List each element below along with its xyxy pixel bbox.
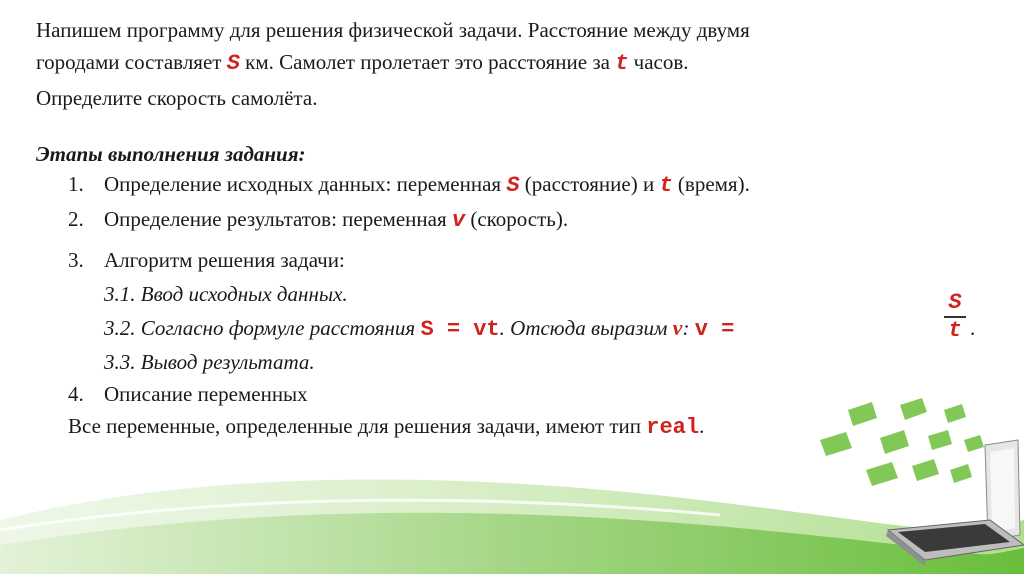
var-s: S <box>226 51 240 76</box>
list-item-2-number: 2. <box>68 207 84 231</box>
var-v: v <box>672 315 683 340</box>
intro-line-3: Определите скорость самолёта. <box>36 86 318 110</box>
type-real: real <box>646 415 700 440</box>
var-t: t <box>659 173 673 198</box>
final-sentence <box>68 412 704 442</box>
text: (скорость). <box>465 207 569 231</box>
intro-line-2 <box>36 48 689 78</box>
text: (расстояние) и <box>519 172 660 196</box>
fraction-s-over-t <box>944 292 966 342</box>
list-item-3-number: 3. <box>68 248 84 272</box>
text: : <box>682 316 695 340</box>
formula-s-vt: S = vt <box>420 317 500 342</box>
var-v: v <box>451 208 466 233</box>
text: 3.2. Согласно формуле расстояния <box>104 316 421 340</box>
sub-item-3-2 <box>104 314 734 344</box>
stages-heading: Этапы выполнения задания: <box>36 142 306 166</box>
laptop-icon <box>886 440 1024 566</box>
intro-line-1: Напишем программу для решения физической задачи. Расстояние между двумя <box>36 18 750 42</box>
text: Определение исходных данных: переменная <box>104 172 507 196</box>
sub-item-3-3: 3.3. Вывод результата. <box>104 350 315 374</box>
sub-item-3-1: 3.1. Ввод исходных данных. <box>104 282 348 306</box>
var-t: t <box>615 51 629 76</box>
list-item-4: Описание переменных <box>104 382 308 406</box>
fraction-numerator: S <box>948 290 962 315</box>
list-item-3: Алгоритм решения задачи: <box>104 248 345 272</box>
sub-item-3-2-period: . <box>970 316 976 340</box>
var-s: S <box>506 173 520 198</box>
fraction-denominator: t <box>948 318 962 343</box>
text: . <box>699 414 705 438</box>
text: Определение результатов: переменная <box>104 207 452 231</box>
text: Все переменные, определенные для решения задачи, имеют тип <box>68 414 647 438</box>
list-item-1 <box>104 170 750 200</box>
formula-v-equals: v = <box>694 317 735 342</box>
text: . Отсюда выразим <box>499 316 673 340</box>
list-item-4-number: 4. <box>68 382 84 406</box>
text: городами составляет <box>36 50 227 74</box>
text: (время). <box>672 172 750 196</box>
list-item-2 <box>104 205 568 235</box>
list-item-1-number: 1. <box>68 172 84 196</box>
text: км. Самолет пролетает это расстояние за <box>239 50 616 74</box>
text: часов. <box>628 50 689 74</box>
